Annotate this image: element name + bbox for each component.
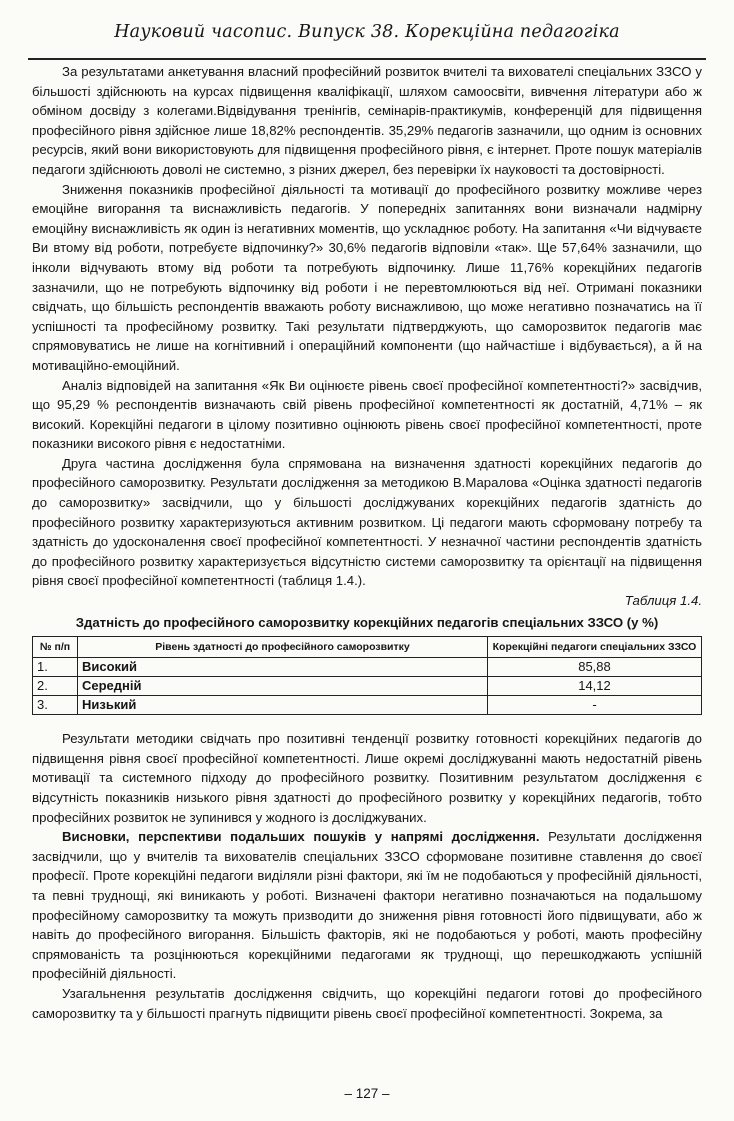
article-body: [32, 62, 702, 1023]
table-header-row: [33, 637, 702, 658]
cell-value: 14,12: [488, 677, 702, 696]
data-table: [32, 636, 702, 715]
table-row: [33, 658, 702, 677]
journal-title: Науковий часопис. Випуск 38. Корекційна педагогіка: [114, 22, 620, 42]
page-number: – 127 –: [344, 1086, 390, 1101]
cell-level: Середній: [78, 677, 488, 696]
header-level: Рівень здатності до професійного саморозвитку: [78, 637, 488, 658]
cell-number: 2.: [33, 677, 78, 696]
paragraph: Зниження показників професійної діяльності та мотивації до професійного розвитку можливе через емоційне вигорання та виснажливість педагогів. У попередніх запитаннях вони визначали надмірну емоційну виснажливість як один із негативних моментів, що ускладнює роботу. На запитання «Чи відчуваєте Ви втому від роботи, потребуєте відпочинку?» 30,6% педагогів відповіли «так». Ще 57,64% зазначили, що інколи відчувають втому від роботи та потребують відпочинку. Лише 11,76% корекційних педагогів зазначили, що не потребують відпочинку від роботи і не перевтомлюються від неї. Отримані показники свідчать, що більшість респондентів вважають роботу виснажливою, що може негативно позначатись на її успішності та професійному розвитку. Такі результати підтверджують, що саморозвиток педагогів має спрямовуватись не лише на когнітивний і операційний компоненти (що найчастіше і відбувається), а й на мотиваційно-емоційний.: [32, 181, 702, 373]
paragraph: За результатами анкетування власний професійний розвиток вчителі та вихователі спеціальних ЗЗСО у більшості здійснюють на курсах підвищення кваліфікації, шляхом самоосвіти, вивчення літератури або ж обміном досвіду з колегами.Відвідування тренінгів, семінарів-практикумів, конференцій для підвищення професійного рівня здійснюе лише 18,82% респондентів. 35,29% педагогів зазначили, що одним із основних ресурсів, який вони використовують для підвищення професійного рівня, є інтернет. Проте пошук матеріалів педагоги здійснюють доволі не системно, з різних джерел, без перевірки їх науковості та достовірності.: [32, 64, 702, 177]
cell-value: 85,88: [488, 658, 702, 677]
conclusion-text: Результати дослідження засвідчили, що у вчителів та вихователів спеціальних ЗЗСО сформоване позитивне ставлення до своєї професії. Проте корекційні педагоги виділяли різні фактори, які їм не подобаються у професійній діяльності, та певні труднощі, які виникають у роботі. Визначені фактори негативно позначаються на подальшому професійному саморозвитку та можуть призводити до зниження рівня готовності його підвищувати, або ж навіть до професійного вигорання. Більшість факторів, які не подобаються у роботі, мають професійну спрямованість та розцінюються корекційними педагогами як труднощі, що перешкоджають успішній професійній діяльності.: [32, 829, 702, 982]
paragraph: Результати методики свідчать про позитивні тенденції розвитку готовності корекційних педагогів до підвищення рівня своєї професійної компетентності. Лише окремі досліджуванні мають недостатній рівень мотивації та системного підходу до професійного розвитку. Позитивним результатом дослідження є відсутність показників низького рівня здатності до професійного розвитку у корекційних педагогів, тобто професійних розвиток не зупинився у жодного із досліджуваних.: [32, 731, 702, 825]
cell-value: -: [488, 696, 702, 715]
running-header: [28, 10, 706, 60]
conclusion-heading: Висновки, перспективи подальших пошуків у напрямі дослідження.: [62, 829, 540, 845]
cell-level: Низький: [78, 696, 488, 715]
cell-number: 3.: [33, 696, 78, 715]
paragraph: Узагальнення результатів дослідження свідчить, що корекційні педагоги готові до професійного саморозвитку та у більшості прагнуть підвищити рівень своєї професійної компетентності. Зокрема, за: [32, 985, 702, 1021]
table-title: Здатність до професійного саморозвитку корекційних педагогів спеціальних ЗЗСО (у %): [75, 614, 659, 630]
cell-level: Високий: [78, 658, 488, 677]
header-teachers: Корекційні педагоги спеціальних ЗЗСО: [488, 637, 702, 658]
paragraph: Друга частина дослідження була спрямована на визначення здатності корекційних педагогів до професійного саморозвитку. Результати дослідження за методикою В.Маралова «Оцінка здатності педагогів до саморозвитку» засвідчили, що у більшості досліджуваних корекційних педагогів здатність до професійного розвитку характеризуються активним розвитком. Ці педагоги мають сформовану потребу та здатність до удосконалення своєї професійної компетентності. У незначної частини респондентів здатність до професійного розвитку характеризується відсутністю системи саморозвитку та орієнтації на підвищення рівня своєї професійної компетентності (таблиця 1.4.).: [32, 455, 702, 589]
cell-number: 1.: [33, 658, 78, 677]
spacer: [32, 715, 702, 729]
header-number: № п/п: [33, 637, 78, 658]
table-caption: Таблиця 1.4.: [624, 593, 702, 609]
conclusion-paragraph: [32, 827, 702, 984]
paragraph: Аналіз відповідей на запитання «Як Ви оцінюєте рівень своєї професійної компетентності?» засвідчив, що 95,29 % респондентів визначають свій рівень професійної компетентності як достатній, 4,71% – як високий. Корекційні педагоги в цілому позитивно оцінюють рівень своєї професійної компетентності, проте показники високого рівня є недостатніми.: [32, 377, 702, 452]
table-row: [33, 677, 702, 696]
table-row: [33, 696, 702, 715]
